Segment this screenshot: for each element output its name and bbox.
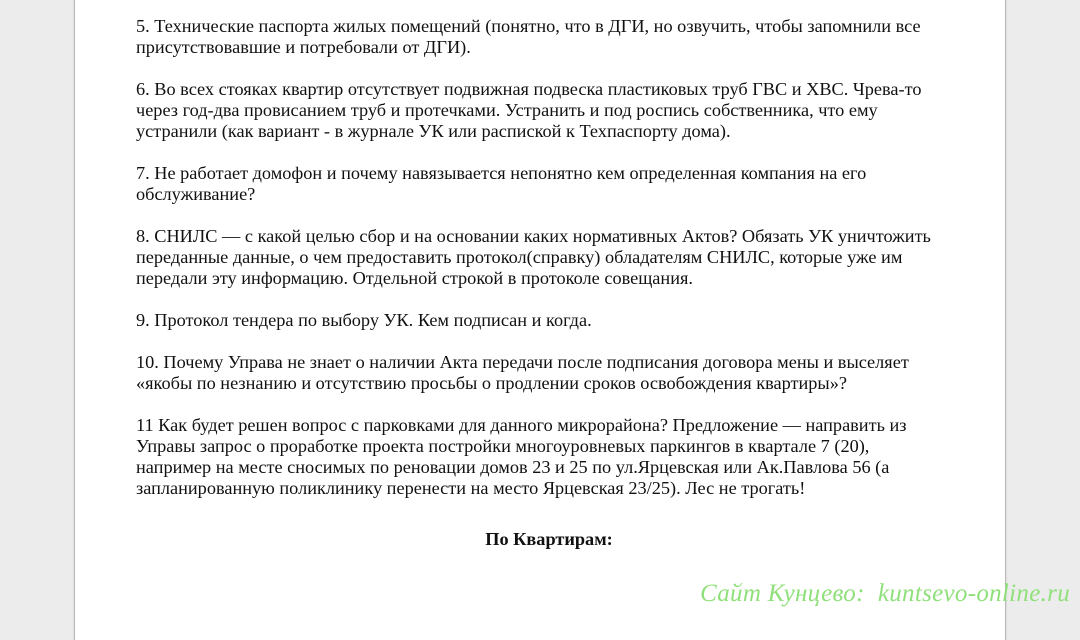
paragraph-item-5: 5. Технические паспорта жилых помещений (понятно, что в ДГИ, но озвучить, чтобы запомнили все присутствовавшие и потребовали от ДГИ). bbox=[136, 16, 921, 57]
paragraph-item-7: 7. Не работает домофон и почему навязывается непонятно кем определенная компания на его обслуживание? bbox=[136, 163, 867, 204]
paragraph-item-8: 8. СНИЛС — с какой целью сбор и на основании каких нормативных Актов? Обязать УК уничтожить переданные данные, о чем предоставить протокол(справку) обладателям СНИЛС, которые уже им передали эту информацию. Отдельной строкой в протоколе совещания. bbox=[136, 226, 931, 288]
paragraph-item-9: 9. Протокол тендера по выбору УК. Кем подписан и когда. bbox=[136, 310, 592, 330]
section-heading: По Квартирам: bbox=[485, 529, 613, 549]
paragraph-item-10: 10. Почему Управа не знает о наличии Акта передачи после подписания договора мены и выселяет «якобы по незнанию и отсутствию просьбы о продлении сроков освобождения квартиры»? bbox=[136, 352, 909, 393]
document-page bbox=[74, 0, 1006, 640]
site-watermark: Сайт Кунцево: kuntsevo-online.ru bbox=[700, 580, 1070, 607]
paragraph-item-6: 6. Во всех стояках квартир отсутствует подвижная подвеска пластиковых труб ГВС и ХВС. Чрева-то через год-два провисанием труб и протечками. Устранить и под роспись собственника, что ему устранили (как вариант - в журнале УК или распиской к Техпаспорту дома). bbox=[136, 79, 922, 141]
document-body bbox=[136, 16, 966, 549]
paragraph-item-11: 11 Как будет решен вопрос с парковками для данного микрорайона? Предложение — направить из Управы запрос о проработке проекта постройки многоуровневых паркингов в квартале 7 (20), например на месте сносимых по реновации домов 23 и 25 по ул.Ярцевская или Ак.Павлова 56 (а запланированную поликлинику перенести на место Ярцевская 23/25). Лес не трогать! bbox=[136, 415, 907, 498]
